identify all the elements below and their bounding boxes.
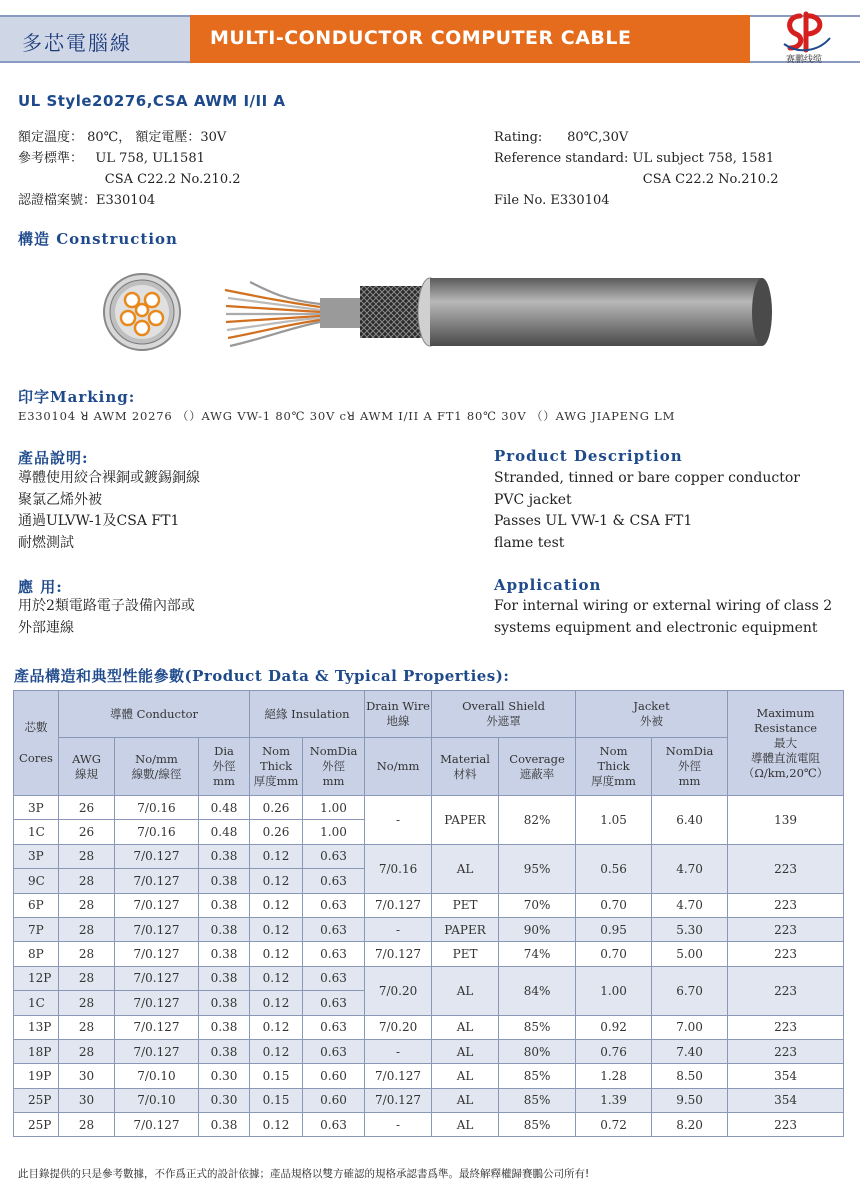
table-cell: 0.76 <box>576 1039 652 1063</box>
table-cell: 354 <box>728 1064 844 1088</box>
table-cell: 26 <box>59 820 115 844</box>
desc-cn-line: 耐燃測試 <box>18 534 74 551</box>
table-cell: 354 <box>728 1088 844 1112</box>
header-cn-panel <box>0 15 190 63</box>
header-jacket-thick <box>576 738 652 796</box>
table-cell: 0.12 <box>250 966 303 990</box>
table-cell: 70% <box>499 893 576 917</box>
table-cell: 7/0.127 <box>115 1039 199 1063</box>
table-cell: - <box>365 1113 432 1137</box>
table-cell: 19P <box>14 1064 59 1088</box>
table-cell: AL <box>432 1015 499 1039</box>
table-cell: 0.38 <box>199 942 250 966</box>
table-cell: PET <box>432 893 499 917</box>
table-row <box>14 1088 844 1112</box>
table-cell: 74% <box>499 942 576 966</box>
table-cell: 85% <box>499 1064 576 1088</box>
table-cell: 7/0.127 <box>115 844 199 868</box>
desc-en-title: Product Description <box>494 447 683 465</box>
table-cell: PAPER <box>432 917 499 941</box>
table-cell: 7/0.127 <box>115 1015 199 1039</box>
table-cell: 0.38 <box>199 844 250 868</box>
table-cell: 0.63 <box>303 844 365 868</box>
table-cell: 1.00 <box>576 966 652 1015</box>
desc-en-body <box>494 468 800 554</box>
table-cell: AL <box>432 1113 499 1137</box>
table-cell: 28 <box>59 844 115 868</box>
header-shield-cn: 外遮罩 <box>486 714 521 728</box>
table-cell: 0.60 <box>303 1088 365 1112</box>
header-nomm-cn: 線數/線徑 <box>131 766 182 781</box>
table-cell: 0.12 <box>250 1039 303 1063</box>
table-cell: 0.15 <box>250 1088 303 1112</box>
header-nomm <box>115 738 199 796</box>
table-cell: 0.12 <box>250 844 303 868</box>
header-maxres-line: Resistance <box>754 720 818 735</box>
desc-cn-line: 導體使用絞合裸銅或鍍錫銅線 <box>18 470 200 486</box>
table-cell: 0.63 <box>303 869 365 893</box>
table-cell: 0.30 <box>199 1064 250 1088</box>
table-cell: 0.12 <box>250 1113 303 1137</box>
header-cores-cn: 芯數 <box>24 720 48 734</box>
table-cell: AL <box>432 844 499 893</box>
table-cell: 7/0.127 <box>365 942 432 966</box>
table-cell: 223 <box>728 893 844 917</box>
table-cell: 7/0.127 <box>115 869 199 893</box>
header-awg <box>59 738 115 796</box>
header-line: Thick <box>597 759 630 773</box>
table-row <box>14 917 844 941</box>
table-cell: 85% <box>499 1088 576 1112</box>
header-line: mm <box>322 774 345 788</box>
table-cell: 28 <box>59 966 115 990</box>
table-cell: 0.63 <box>303 1113 365 1137</box>
desc-en-line: Passes UL VW-1 & CSA FT1 <box>494 513 693 529</box>
app-cn-line: 用於2類電路電子設備內部或 <box>18 598 195 614</box>
table-cell: 7/0.127 <box>115 942 199 966</box>
table-title: 產品構造和典型性能參數(Product Data & Typical Properties): <box>14 667 510 685</box>
header-jacket-nomdia <box>652 738 728 796</box>
table-cell: 85% <box>499 1113 576 1137</box>
spec-en-rating: Rating: 80℃,30V <box>494 130 629 145</box>
app-en-body <box>494 596 832 639</box>
specs-en <box>494 127 778 211</box>
table-cell: 0.38 <box>199 1039 250 1063</box>
table-cell: 223 <box>728 942 844 966</box>
table-cell: 0.63 <box>303 966 365 990</box>
table-cell: 1C <box>14 991 59 1015</box>
table-cell: 0.12 <box>250 942 303 966</box>
header-line: Coverage <box>509 751 565 766</box>
table-cell: 7/0.10 <box>115 1064 199 1088</box>
table-cell: 0.26 <box>250 796 303 820</box>
table-cell: 0.70 <box>576 942 652 966</box>
header-line: Thick <box>259 759 293 773</box>
spec-en-standard-2: CSA C22.2 No.210.2 <box>494 172 779 187</box>
table-cell: 0.38 <box>199 1113 250 1137</box>
table-cell: 0.63 <box>303 1015 365 1039</box>
table-cell: 223 <box>728 1039 844 1063</box>
header-drain-nomm: No/mm <box>365 738 432 796</box>
table-row <box>14 942 844 966</box>
header-dia-en: Dia <box>214 744 234 758</box>
table-row <box>14 1039 844 1063</box>
header-title-cn: 多芯電腦線 <box>22 31 132 55</box>
table-row <box>14 1064 844 1088</box>
header-line: NomDia <box>665 744 714 758</box>
marking-title: 印字Marking: <box>18 388 136 406</box>
table-cell: 0.38 <box>199 917 250 941</box>
spec-en-file: File No. E330104 <box>494 193 610 208</box>
table-row <box>14 844 844 868</box>
table-cell: 28 <box>59 917 115 941</box>
header-conductor: 導體 Conductor <box>59 691 250 738</box>
header-ins-nomdia <box>303 738 365 796</box>
table-row <box>14 966 844 990</box>
table-cell: 28 <box>59 1039 115 1063</box>
table-cell: 0.56 <box>576 844 652 893</box>
table-cell: 0.12 <box>250 893 303 917</box>
table-cell: 139 <box>728 796 844 845</box>
table-cell: AL <box>432 966 499 1015</box>
product-data-table <box>13 690 844 1137</box>
footer-disclaimer: 此目錄提供的只是參考數據，不作爲正式的設計依據；產品規格以雙方確認的規格承認書爲準。最終解釋權歸賽鵬公司所有! <box>18 1168 590 1180</box>
header-jacket-en: Jacket <box>633 699 670 713</box>
table-row <box>14 893 844 917</box>
desc-en-line: PVC jacket <box>494 491 572 508</box>
spec-cn-file: 認證檔案號：E330104 <box>18 193 156 208</box>
header-shield <box>432 691 576 738</box>
table-cell: 223 <box>728 917 844 941</box>
table-cell: 1.28 <box>576 1064 652 1088</box>
header-cores-en: Cores <box>19 751 53 765</box>
table-cell: 25P <box>14 1113 59 1137</box>
table-body <box>14 796 844 1137</box>
spec-cn-standard: 參考標準： UL 758, UL1581 <box>18 151 205 166</box>
spec-en-standard: Reference standard: UL subject 758, 1581 <box>494 151 775 166</box>
app-en-title: Application <box>494 576 602 594</box>
table-cell: 0.48 <box>199 820 250 844</box>
header-line: 遮蔽率 <box>519 766 555 781</box>
table-cell: 7/0.127 <box>115 1113 199 1137</box>
table-cell: 6P <box>14 893 59 917</box>
marking-text: E330104 ꓤ AWM 20276 （）AWG VW-1 80℃ 30V cꓤ AWM I/II A FT1 80℃ 30V （）AWG JIAPENG LM <box>18 409 676 423</box>
table-cell: 12P <box>14 966 59 990</box>
table-cell: 0.38 <box>199 966 250 990</box>
table-cell: 0.63 <box>303 1039 365 1063</box>
header-awg-en: AWG <box>72 751 101 766</box>
header-title-en: MULTI-CONDUCTOR COMPUTER CABLE <box>210 27 632 49</box>
specs-cn <box>18 127 241 211</box>
table-cell: 0.63 <box>303 942 365 966</box>
header-line: Material <box>440 751 490 766</box>
table-cell: - <box>365 917 432 941</box>
table-cell: 28 <box>59 991 115 1015</box>
table-cell: 7/0.127 <box>365 893 432 917</box>
table-cell: 0.12 <box>250 991 303 1015</box>
table-cell: 30 <box>59 1088 115 1112</box>
header-shield-en: Overall Shield <box>462 699 545 713</box>
header-jacket <box>576 691 728 738</box>
construction-title: 構造 Construction <box>18 230 178 248</box>
table-cell: 84% <box>499 966 576 1015</box>
header-material <box>432 738 499 796</box>
table-cell: 95% <box>499 844 576 893</box>
header-cores <box>14 691 59 796</box>
logo-text: 赛鹏线缆 <box>786 55 823 65</box>
table-row <box>14 1113 844 1137</box>
table-cell: - <box>365 796 432 845</box>
cable-construction-image <box>100 262 780 362</box>
table-cell: 30 <box>59 1064 115 1088</box>
table-cell: 0.63 <box>303 917 365 941</box>
table-cell: 0.63 <box>303 893 365 917</box>
table-cell: 90% <box>499 917 576 941</box>
table-cell: 0.63 <box>303 991 365 1015</box>
table-cell: 0.30 <box>199 1088 250 1112</box>
app-en-line: systems equipment and electronic equipment <box>494 619 818 636</box>
table-cell: 0.48 <box>199 796 250 820</box>
header-dia-unit: mm <box>213 774 235 788</box>
table-cell: 7/0.20 <box>365 966 432 1015</box>
header-insulation: 絕緣 Insulation <box>250 691 365 738</box>
table-cell: 0.12 <box>250 917 303 941</box>
table-cell: 0.92 <box>576 1015 652 1039</box>
table-cell: 7P <box>14 917 59 941</box>
table-cell: 13P <box>14 1015 59 1039</box>
table-cell: 0.38 <box>199 991 250 1015</box>
table-cell: 0.15 <box>250 1064 303 1088</box>
table-cell: 3P <box>14 844 59 868</box>
table-cell: 5.30 <box>652 917 728 941</box>
table-cell: 0.26 <box>250 820 303 844</box>
table-cell: 85% <box>499 1015 576 1039</box>
table-cell: 1.00 <box>303 796 365 820</box>
table-cell: - <box>365 1039 432 1063</box>
header-line: NomDia <box>309 744 358 758</box>
table-cell: 6.40 <box>652 796 728 845</box>
header-maxres-line: Maximum <box>756 705 815 720</box>
header-awg-cn: 線規 <box>75 766 98 781</box>
table-cell: 7/0.16 <box>365 844 432 893</box>
page-header <box>0 0 860 68</box>
table-cell: 0.12 <box>250 869 303 893</box>
header-en-panel <box>190 15 750 63</box>
table-cell: 7/0.127 <box>115 991 199 1015</box>
table-cell: 26 <box>59 796 115 820</box>
table-cell: 0.38 <box>199 869 250 893</box>
header-coverage <box>499 738 576 796</box>
header-dia-cn: 外徑 <box>212 759 236 773</box>
table-cell: 80% <box>499 1039 576 1063</box>
table-cell: 7/0.10 <box>115 1088 199 1112</box>
table-cell: 1.00 <box>303 820 365 844</box>
header-max-resistance <box>728 691 844 796</box>
table-cell: 7/0.20 <box>365 1015 432 1039</box>
table-cell: 7/0.127 <box>365 1064 432 1088</box>
table-cell: 25P <box>14 1088 59 1112</box>
table-cell: 0.12 <box>250 1015 303 1039</box>
header-line: mm <box>678 774 701 788</box>
table-cell: 28 <box>59 869 115 893</box>
table-cell: 4.70 <box>652 844 728 893</box>
header-line: 材料 <box>453 766 477 781</box>
table-cell: 82% <box>499 796 576 845</box>
table-row <box>14 796 844 820</box>
desc-en-line: flame test <box>494 534 565 551</box>
header-dia <box>199 738 250 796</box>
header-line: Nom <box>262 744 290 758</box>
table-cell: 9C <box>14 869 59 893</box>
table-row <box>14 1015 844 1039</box>
table-cell: AL <box>432 1064 499 1088</box>
spec-cn-rating: 額定溫度： 80℃， 額定電壓：30V <box>18 130 227 145</box>
desc-cn-title: 產品說明: <box>18 449 89 467</box>
header-nomm-en: No/mm <box>135 751 178 766</box>
table-cell: 223 <box>728 1015 844 1039</box>
table-cell: 9.50 <box>652 1088 728 1112</box>
table-cell: 0.38 <box>199 1015 250 1039</box>
table-cell: 1.39 <box>576 1088 652 1112</box>
app-cn-body <box>18 596 195 639</box>
table-cell: 223 <box>728 966 844 1015</box>
table-cell: PET <box>432 942 499 966</box>
header-line: 厚度mm <box>253 774 299 788</box>
header-line: 厚度mm <box>591 774 636 788</box>
table-cell: 7/0.127 <box>115 893 199 917</box>
table-cell: 7/0.127 <box>115 966 199 990</box>
table-cell: 0.60 <box>303 1064 365 1088</box>
table-cell: 28 <box>59 893 115 917</box>
header-drain-en: Drain Wire <box>366 699 430 713</box>
table-cell: 0.38 <box>199 893 250 917</box>
table-cell: 7.00 <box>652 1015 728 1039</box>
table-cell: 6.70 <box>652 966 728 1015</box>
table-cell: 1.05 <box>576 796 652 845</box>
desc-cn-line: 聚氯乙烯外被 <box>18 491 102 508</box>
table-cell: 5.00 <box>652 942 728 966</box>
table-cell: 7/0.127 <box>115 917 199 941</box>
table-cell: AL <box>432 1088 499 1112</box>
table-cell: 28 <box>59 1015 115 1039</box>
spec-cn-standard-2: CSA C22.2 No.210.2 <box>18 172 241 187</box>
table-cell: AL <box>432 1039 499 1063</box>
table-cell: 223 <box>728 1113 844 1137</box>
table-cell: 7/0.127 <box>365 1088 432 1112</box>
table-cell: 0.72 <box>576 1113 652 1137</box>
desc-cn-line: 通過ULVW-1及CSA FT1 <box>18 513 180 529</box>
table-cell: 0.95 <box>576 917 652 941</box>
table-cell: PAPER <box>432 796 499 845</box>
table-cell: 1C <box>14 820 59 844</box>
header-maxres-line: （Ω/km,20℃） <box>742 765 829 780</box>
table-cell: 3P <box>14 796 59 820</box>
app-en-line: For internal wiring or external wiring of class 2 <box>494 598 833 614</box>
table-cell: 4.70 <box>652 893 728 917</box>
header-maxres-line: 最大 <box>774 735 798 750</box>
app-cn-line: 外部連線 <box>18 619 74 636</box>
table-cell: 223 <box>728 844 844 893</box>
table-cell: 0.70 <box>576 893 652 917</box>
table-cell: 8.20 <box>652 1113 728 1137</box>
header-line: Nom <box>599 744 628 758</box>
header-line: 外徑 <box>322 759 346 773</box>
table-cell: 7/0.16 <box>115 820 199 844</box>
header-ins-thick <box>250 738 303 796</box>
header-line: 外徑 <box>678 759 702 773</box>
header-jacket-cn: 外被 <box>640 714 664 728</box>
table-cell: 7.40 <box>652 1039 728 1063</box>
desc-cn-body <box>18 468 200 554</box>
header-drain-wire <box>365 691 432 738</box>
header-drain-cn: 地線 <box>386 714 410 728</box>
table-cell: 8.50 <box>652 1064 728 1088</box>
table-cell: 7/0.16 <box>115 796 199 820</box>
table-cell: 28 <box>59 942 115 966</box>
desc-en-line: Stranded, tinned or bare copper conductor <box>494 470 800 486</box>
table-cell: 18P <box>14 1039 59 1063</box>
app-cn-title: 應 用: <box>18 578 63 596</box>
table-cell: 28 <box>59 1113 115 1137</box>
style-title: UL Style20276,CSA AWM I/II A <box>18 92 286 110</box>
header-maxres-line: 導體直流電阻 <box>751 750 821 765</box>
table-cell: 8P <box>14 942 59 966</box>
